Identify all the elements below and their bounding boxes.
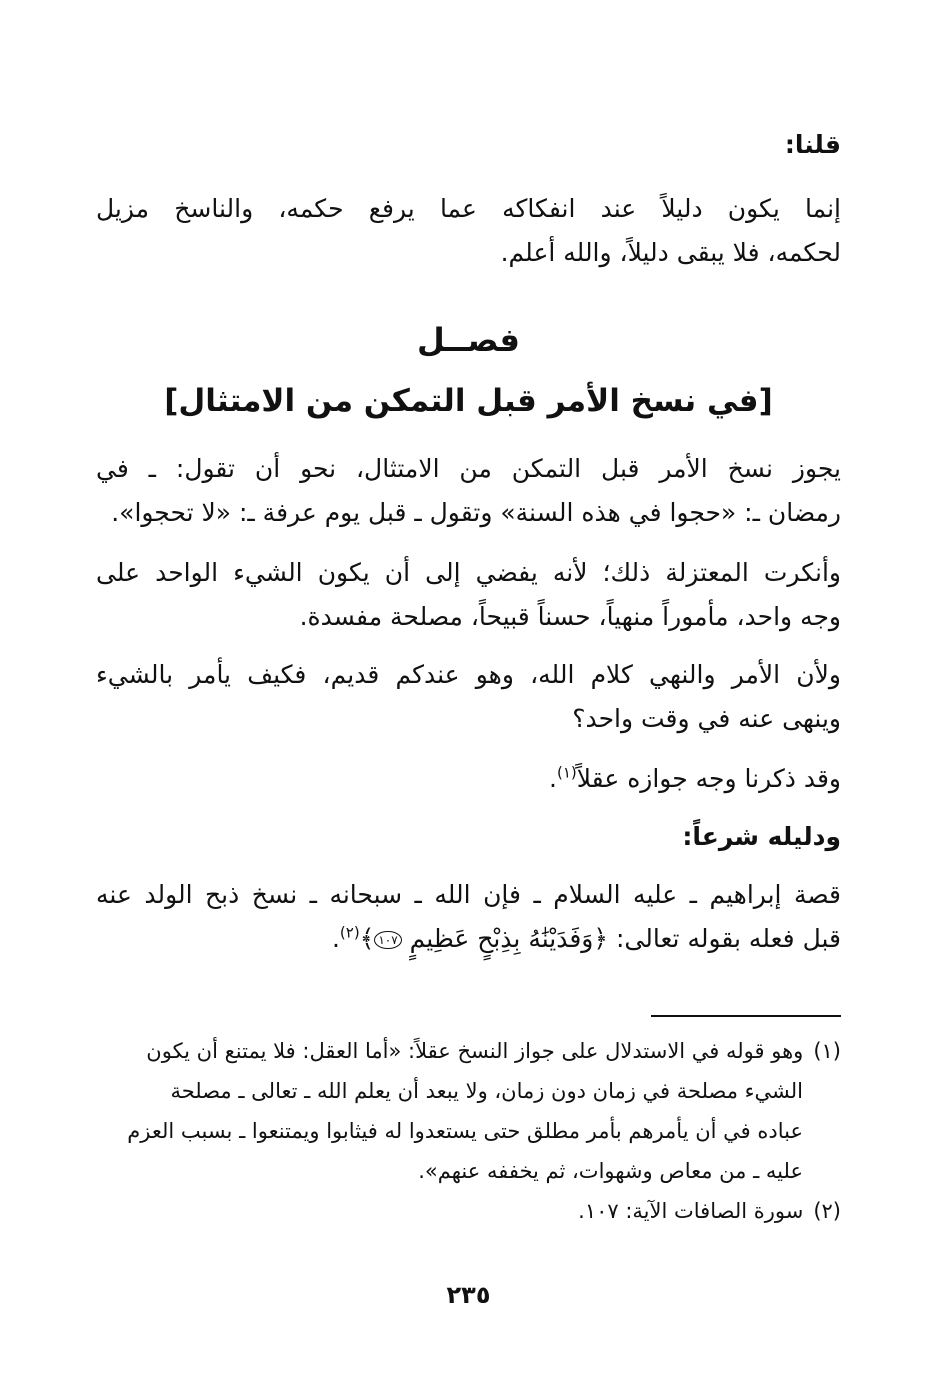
- ayah-number-marker: ١٠٧: [374, 931, 401, 949]
- section-title: [في نسخ الأمر قبل التمكن من الامتثال]: [164, 383, 773, 419]
- paragraph-reason: [96, 762, 841, 796]
- paragraph-reason-end: .: [549, 764, 557, 793]
- paragraph-reply-line-2: لحكمه، فلا يبقى دليلاً، والله أعلم.: [500, 238, 841, 267]
- paragraph-speech-line-2: وينهى عنه في وقت واحد؟: [572, 704, 841, 733]
- paragraph-reply-line-1: إنما يكون دليلاً عند انفكاكه عما يرفع حكمه، والناسخ مزيل: [96, 194, 841, 223]
- paragraph-evidence-line-1: قصة إبراهيم ـ عليه السلام ـ فإن الله ـ سبحانه ـ نسخ ذبح الولد عنه: [96, 880, 841, 909]
- paragraph-evidence-line-2: [96, 922, 841, 956]
- quran-close: ﴾: [359, 924, 375, 953]
- evidence-heading: ودليله شرعاً:: [682, 822, 841, 851]
- footnote-1-line-2: الشيء مصلحة في زمان دون زمان، ولا يبعد أن يعلم الله ـ تعالى ـ مصلحة: [170, 1079, 803, 1103]
- paragraph-rule-line-2: رمضان ـ: «حجوا في هذه السنة» وتقول ـ قبل يوم عرفة ـ: «لا تحجوا».: [111, 498, 841, 527]
- footnote-1-line-3: عباده في أن يأمرهم بأمر مطلق حتى يستعدوا له فيثابوا ويمتنعوا ـ بسبب العزم: [127, 1119, 803, 1143]
- paragraph-rule-line-1: يجوز نسخ الأمر قبل التمكن من الامتثال، نحو أن تقول: ـ في: [96, 454, 841, 483]
- footnote-ref-2[interactable]: (٢): [339, 923, 360, 942]
- footnote-2: [96, 1196, 841, 1226]
- quran-intro: قبل فعله بقوله تعالى: ﴿: [593, 924, 841, 953]
- footnote-1-text-1: وهو قوله في الاستدلال على جواز النسخ عقلاً: «أما العقل: فلا يمتنع أن يكون: [146, 1039, 804, 1063]
- footnote-2-number: (٢): [813, 1199, 841, 1223]
- paragraph-evidence-end: .: [331, 924, 340, 953]
- footnote-1-number: (١): [813, 1039, 841, 1063]
- footnote-2-text: سورة الصافات الآية: ١٠٧.: [578, 1199, 804, 1223]
- paragraph-speech-line-1: ولأن الأمر والنهي كلام الله، وهو عندكم قديم، فكيف يأمر بالشيء: [96, 660, 841, 689]
- quran-verse: وَفَدَيْنَٰهُ بِذِبْحٍ عَظِيمٍ: [409, 924, 594, 953]
- paragraph-objection-line-1: وأنكرت المعتزلة ذلك؛ لأنه يفضي إلى أن يكون الشيء الواحد على: [96, 558, 841, 587]
- paragraph-reason-text: وقد ذكرنا وجه جوازه عقلاً: [576, 764, 841, 793]
- footnote-1-line-1: [96, 1036, 841, 1066]
- footnote-1-line-4: عليه ـ من معاص وشهوات، ثم يخففه عنهم».: [418, 1159, 803, 1183]
- paragraph-objection-line-2: وجه واحد، مأموراً منهياً، حسناً قبيحاً، مصلحة مفسدة.: [299, 602, 841, 631]
- footnote-separator: [651, 1015, 841, 1017]
- footnote-ref-1[interactable]: (١): [556, 763, 577, 782]
- page-number: ٢٣٥: [446, 1281, 491, 1309]
- section-label: فصــل: [417, 321, 520, 359]
- reply-heading: قلنا:: [784, 130, 841, 159]
